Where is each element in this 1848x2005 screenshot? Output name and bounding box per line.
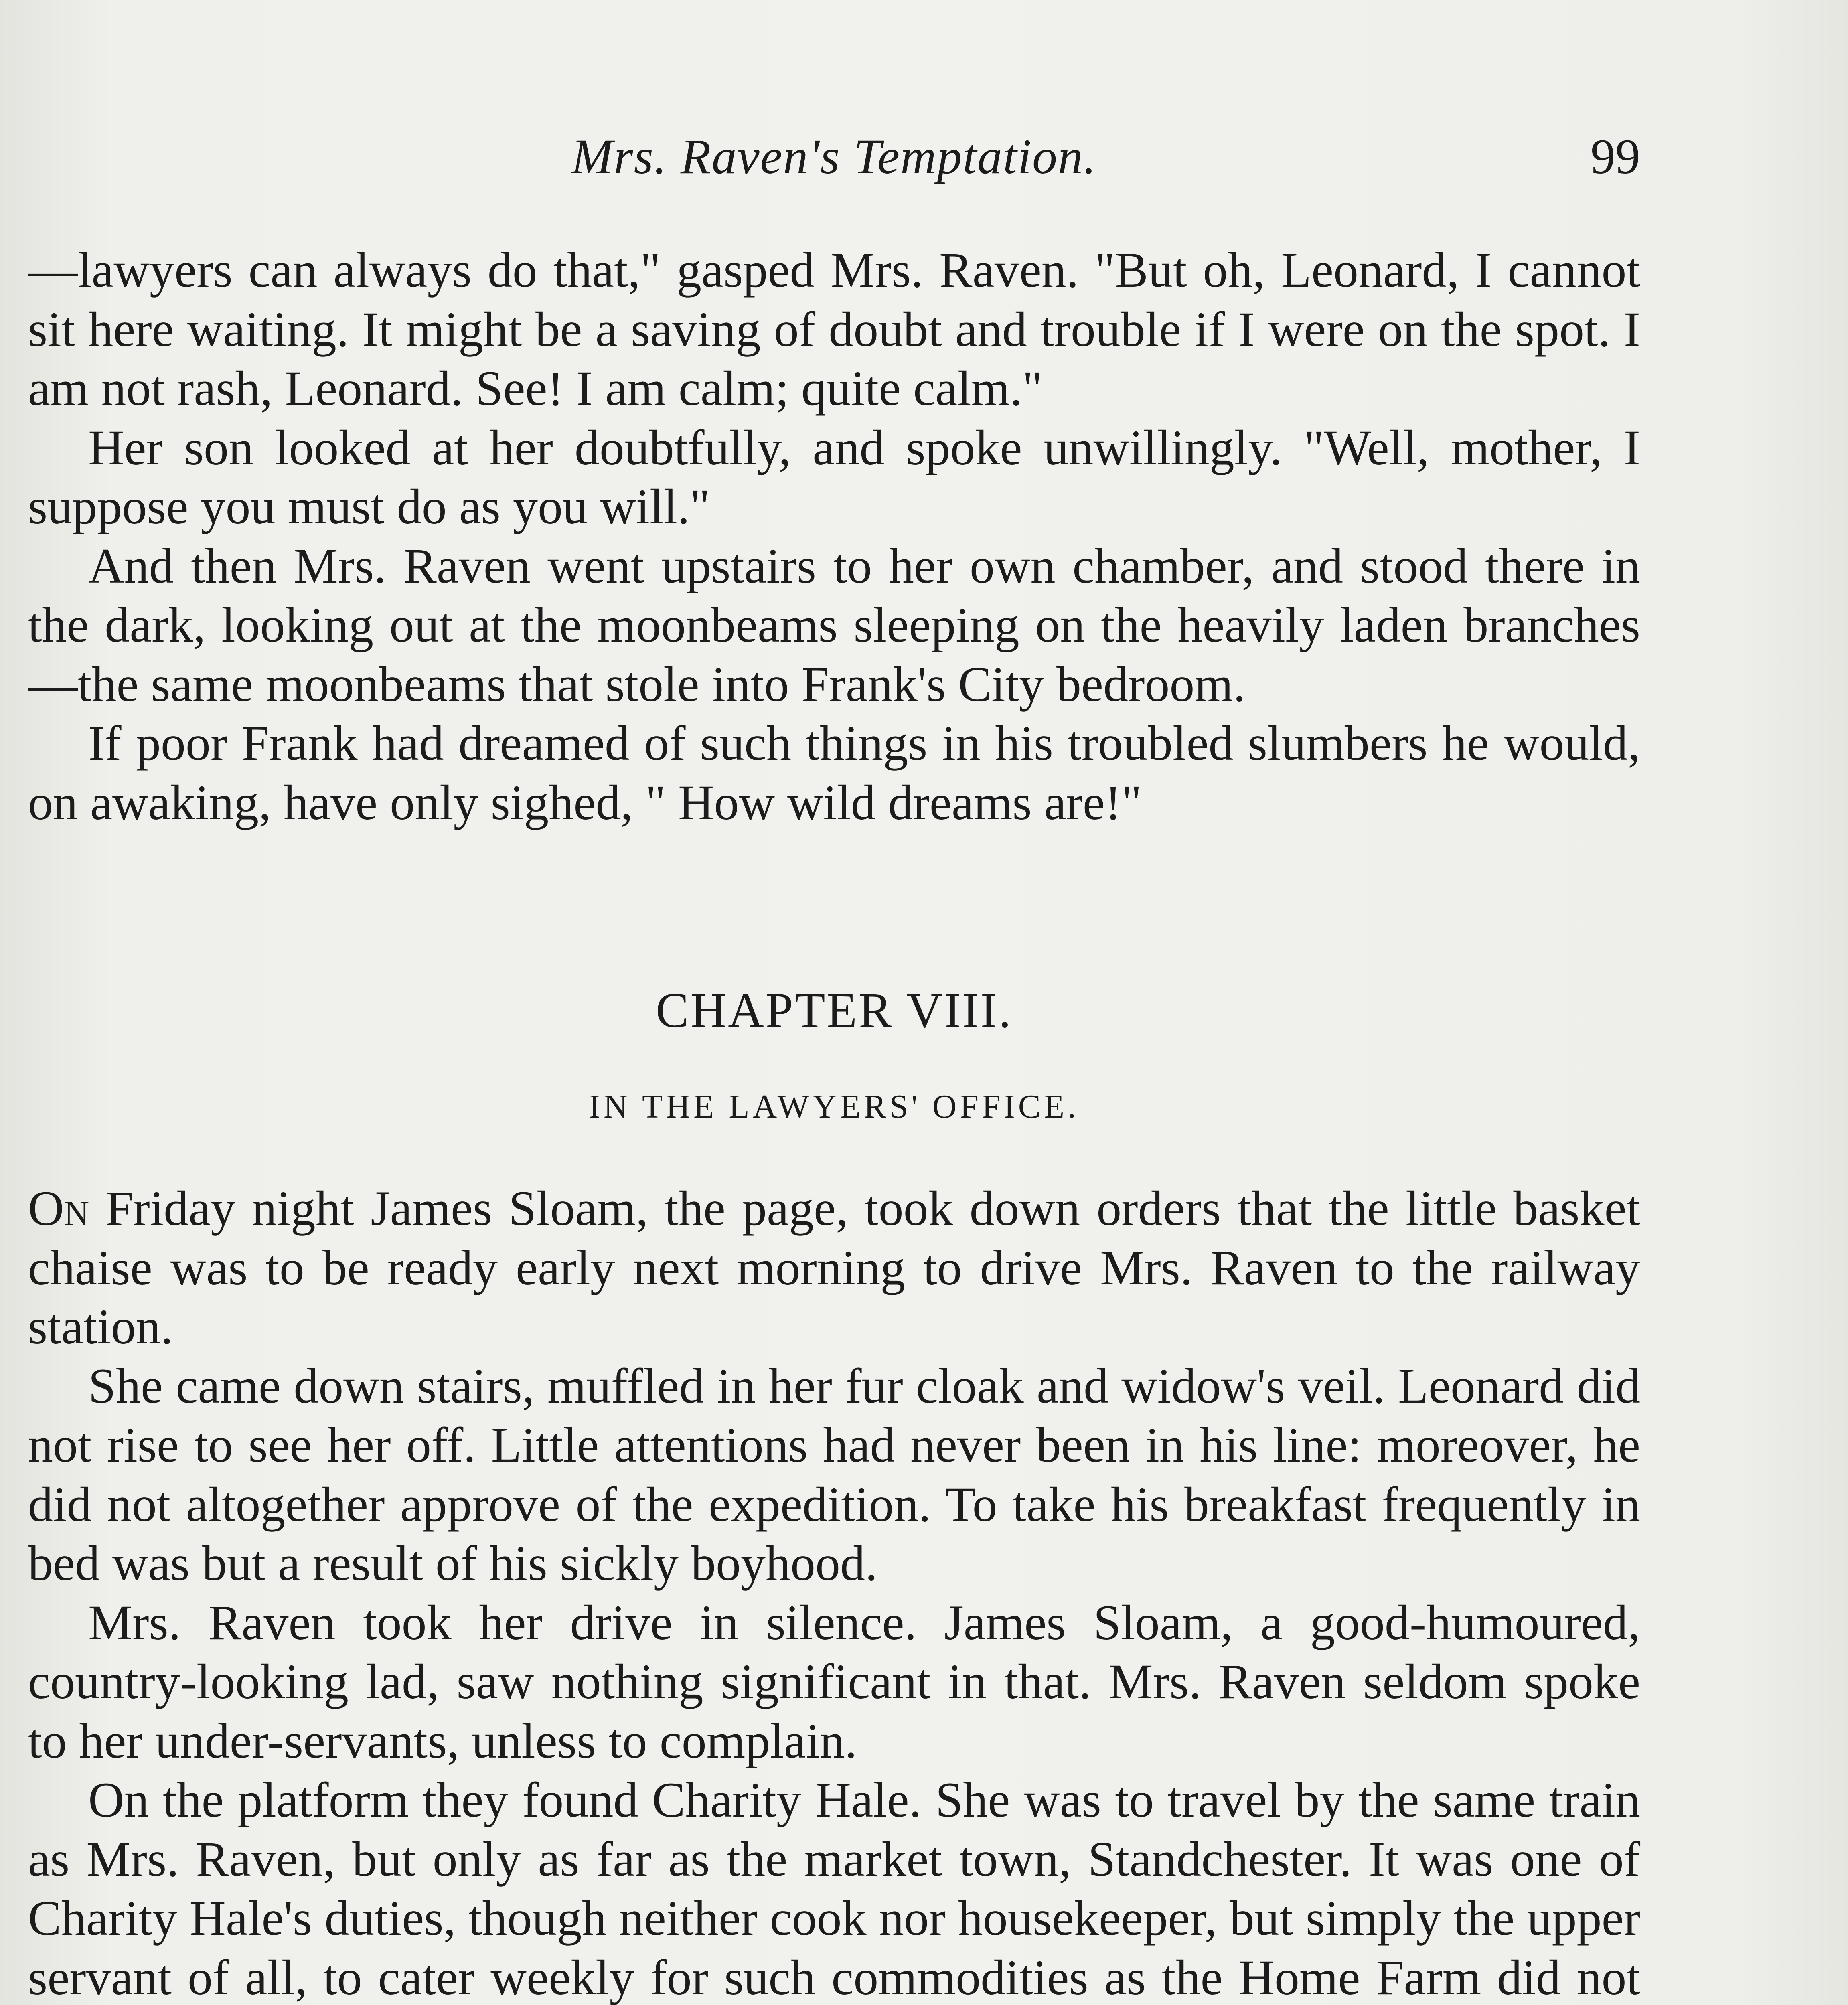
first-paragraph-text: Friday night James Sloam, the page, took down orders that the little basket chaise was to be ready early next morning to drive Mrs. Raven to the railway station.: [28, 1181, 1640, 1354]
paragraph: On the platform they found Charity Hale. She was to travel by the same train as Mrs. Raven, but only as far as the market town, Standchester. It was one of Charity Hale's duties, though neither cook nor housekeeper, but simply the upper servant of all, to cater weekly for such commodities as the Home Farm did not: [28, 1772, 1640, 2005]
paragraph: Mrs. Raven took her drive in silence. James Sloam, a good-humoured, country-looking lad, saw nothing significant in that. Mrs. Raven seldom spoke to her under-servants, unless to complain.: [28, 1595, 1640, 1768]
chapter-first-paragraph: [28, 1179, 1640, 1357]
paragraph: Her son looked at her doubtfully, and spoke unwillingly. "Well, mother, I suppose you must do as you will.": [28, 420, 1640, 534]
page-header: [28, 120, 1640, 200]
chapter-subheading: IN THE LAWYERS' OFFICE.: [589, 1088, 1080, 1125]
paragraph: And then Mrs. Raven went upstairs to her own chamber, and stood there in the dark, looking out at the moonbeams sleeping on the heavily laden branches—the same moonbeams that stole into Frank's City bedroom.: [28, 538, 1640, 712]
paragraph: If poor Frank had dreamed of such things in his troubled slumbers he would, on awaking, have only sighed, " How wild dreams are!": [28, 716, 1640, 830]
small-caps-lead: On: [28, 1181, 89, 1236]
paragraph: —lawyers can always do that," gasped Mrs. Raven. "But oh, Leonard, I cannot sit here waiting. It might be a saving of doubt and trouble if I were on the spot. I am not rash, Leonard. See! I am calm; quite calm.": [28, 243, 1640, 416]
body-text: [28, 241, 1640, 2005]
page-number: 99: [1591, 129, 1640, 184]
chapter-heading: CHAPTER VIII.: [655, 983, 1013, 1038]
running-title: Mrs. Raven's Temptation.: [571, 129, 1097, 184]
paragraph: She came down stairs, muffled in her fur cloak and widow's veil. Leonard did not rise to see her off. Little attentions had never been in his line: moreover, he did not altogether approve of the expedition. To take his breakfast frequently in bed was but a result of his sickly boyhood.: [28, 1358, 1640, 1591]
